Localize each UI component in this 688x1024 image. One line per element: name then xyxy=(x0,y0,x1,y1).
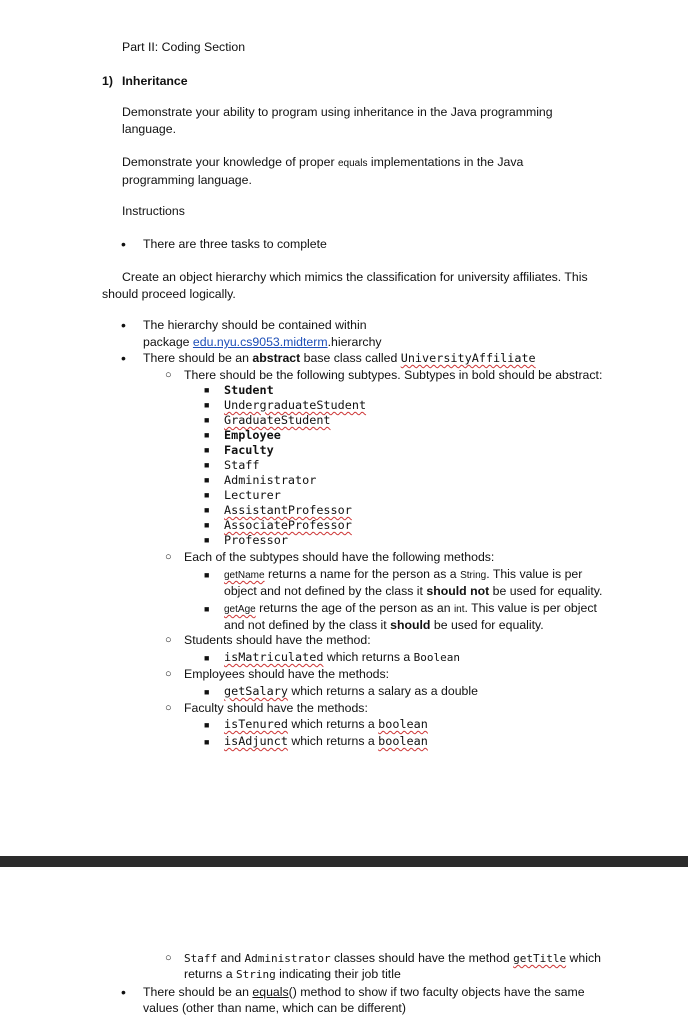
square-bullet-icon: ■ xyxy=(204,604,210,614)
ismatriculated-line xyxy=(224,649,460,666)
staff-method-line-1 xyxy=(184,950,601,967)
getname-text-3: object and not defined by the class it xyxy=(224,584,427,598)
getage-text-3: and not defined by the class it xyxy=(224,618,391,632)
circle-bullet-icon: ○ xyxy=(165,702,172,714)
page-divider xyxy=(0,856,688,867)
package-keyword: package xyxy=(143,335,193,349)
equals-pre: There should be an xyxy=(143,985,253,999)
getage-text-1: returns the age of the person as an xyxy=(255,601,454,615)
subtype-name: Professor xyxy=(224,533,288,547)
and-text: and xyxy=(217,951,245,965)
getsalary-line xyxy=(224,683,478,700)
bullet-dot-icon: • xyxy=(121,317,126,333)
subtype-name: Student xyxy=(224,383,274,397)
subtype-item: ■ GraduateStudent xyxy=(204,413,331,427)
employees-intro: Employees should have the methods: xyxy=(184,667,390,681)
subtype-name: UndergraduateStudent xyxy=(224,398,367,412)
getage-text-4: be used for equality. xyxy=(430,618,544,632)
p2-post: implementations in the Java programming language. xyxy=(122,155,524,187)
circle-bullet-icon: ○ xyxy=(165,952,172,964)
subtypes-list xyxy=(204,383,524,548)
getname-line-1 xyxy=(224,566,582,584)
subtype-item: ■ Staff xyxy=(204,458,260,472)
subtype-item: ■ Faculty xyxy=(204,443,274,457)
getsalary-text: which returns a salary as a double xyxy=(287,684,478,698)
subtype-name: AssistantProfessor xyxy=(224,503,352,517)
isadjunct-text: which returns a xyxy=(287,734,379,748)
subtype-name: Employee xyxy=(224,428,281,442)
students-intro: Students should have the method: xyxy=(184,633,371,647)
hierarchy-line-2 xyxy=(143,334,382,351)
bullet-dot-icon: • xyxy=(121,350,126,366)
subtypes-intro: There should be the following subtypes. Subtypes in bold should be abstract: xyxy=(184,368,603,382)
intro-paragraph-2 xyxy=(122,154,562,189)
faculty-intro: Faculty should have the methods: xyxy=(184,701,368,715)
subtype-name: GraduateStudent xyxy=(224,413,331,427)
getsalary-code: getSalary xyxy=(224,684,288,698)
subtype-item: ■ AssistantProfessor xyxy=(204,503,352,517)
base-class-code: UniversityAffiliate xyxy=(400,351,536,365)
b2-mid: base class called xyxy=(300,351,401,365)
string-code: String xyxy=(235,968,276,981)
abstract-base-line xyxy=(143,350,536,367)
equals-line-2: values (other than name, which can be different) xyxy=(143,1001,406,1015)
staff-method-line-2 xyxy=(184,966,401,983)
getname-code: getName xyxy=(224,570,265,581)
line2-pre: returns a xyxy=(184,967,236,981)
square-bullet-icon: ■ xyxy=(204,653,210,663)
boolean-type: Boolean xyxy=(413,651,461,664)
square-bullet-icon: ■ xyxy=(204,737,210,747)
boolean-type: boolean xyxy=(378,717,428,731)
square-bullet-icon: ■ xyxy=(204,720,210,730)
package-link[interactable]: edu.nyu.cs9053.midterm xyxy=(192,335,328,349)
line2-post: indicating their job title xyxy=(275,967,401,981)
circle-bullet-icon: ○ xyxy=(165,668,172,680)
circle-bullet-icon: ○ xyxy=(165,551,172,563)
getage-line-1 xyxy=(224,600,597,618)
subtype-item: ■ Employee xyxy=(204,428,281,442)
subtype-name: Staff xyxy=(224,458,260,472)
istenured-code: isTenured xyxy=(224,717,288,731)
getname-text-1: returns a name for the person as a xyxy=(264,567,461,581)
subtype-name: Administrator xyxy=(224,473,317,487)
section-number: 1) xyxy=(102,74,113,88)
tasks-bullet: There are three tasks to complete xyxy=(143,237,327,251)
subtype-name: Lecturer xyxy=(224,488,281,502)
boolean-type: boolean xyxy=(378,734,428,748)
subtype-item: ■ Administrator xyxy=(204,473,317,487)
should-not-bold: should not xyxy=(426,584,490,598)
subtype-item: ■ AssociateProfessor xyxy=(204,518,352,532)
which-text: which xyxy=(566,951,601,965)
section-title: Inheritance xyxy=(122,74,188,88)
istenured-line xyxy=(224,716,428,733)
p2-equals-code: equals xyxy=(338,158,368,169)
string-type: String xyxy=(460,570,487,581)
getname-text-4: be used for equality. xyxy=(489,584,603,598)
istenured-text: which returns a xyxy=(287,717,379,731)
methods-intro: Each of the subtypes should have the following methods: xyxy=(184,550,495,564)
package-suffix: .hierarchy xyxy=(327,335,382,349)
hierarchy-line-1: The hierarchy should be contained within xyxy=(143,318,367,332)
abstract-word: abstract xyxy=(252,351,301,365)
subtype-name: Faculty xyxy=(224,443,274,457)
p2-pre: Demonstrate your knowledge of proper xyxy=(122,155,338,169)
circle-bullet-icon: ○ xyxy=(165,369,172,381)
getage-code: getAge xyxy=(224,604,256,615)
intro-paragraph-1: Demonstrate your ability to program using inheritance in the Java programming language. xyxy=(122,105,553,136)
create-paragraph: Create an object hierarchy which mimics the classification for university affiliates. This should proceed logically. xyxy=(102,270,588,301)
should-bold: should xyxy=(390,618,431,632)
getname-line-2 xyxy=(224,583,602,600)
square-bullet-icon: ■ xyxy=(204,570,210,580)
getage-text-2: . This value is per object xyxy=(464,601,597,615)
instructions-label: Instructions xyxy=(122,204,185,218)
gettitle-code: getTitle xyxy=(513,952,567,965)
staff-text: classes should have the method xyxy=(330,951,514,965)
bullet-dot-icon: • xyxy=(121,984,126,1000)
square-bullet-icon: ■ xyxy=(204,687,210,697)
staff-code: Staff xyxy=(184,952,218,965)
equals-link[interactable]: equals xyxy=(252,985,289,999)
b2-pre: There should be an xyxy=(143,351,253,365)
subtype-item: ■ Student xyxy=(204,383,274,397)
bullet-dot-icon: • xyxy=(121,236,126,252)
subtype-name: AssociateProfessor xyxy=(224,518,352,532)
part-heading: Part II: Coding Section xyxy=(122,40,246,54)
subtype-item: ■ Professor xyxy=(204,533,288,547)
getname-text-2: . This value is per xyxy=(486,567,583,581)
ismatriculated-text: which returns a xyxy=(323,650,414,664)
subtype-item: ■ UndergraduateStudent xyxy=(204,398,367,412)
subtype-item: ■ Lecturer xyxy=(204,488,281,502)
ismatriculated-code: isMatriculated xyxy=(224,650,324,664)
isadjunct-line xyxy=(224,733,428,750)
int-type: int xyxy=(453,604,465,615)
isadjunct-code: isAdjunct xyxy=(224,734,288,748)
equals-line-1 xyxy=(143,984,585,1001)
equals-post: () method to show if two faculty objects have the same xyxy=(288,985,585,999)
circle-bullet-icon: ○ xyxy=(165,634,172,646)
administrator-code: Administrator xyxy=(244,952,331,965)
